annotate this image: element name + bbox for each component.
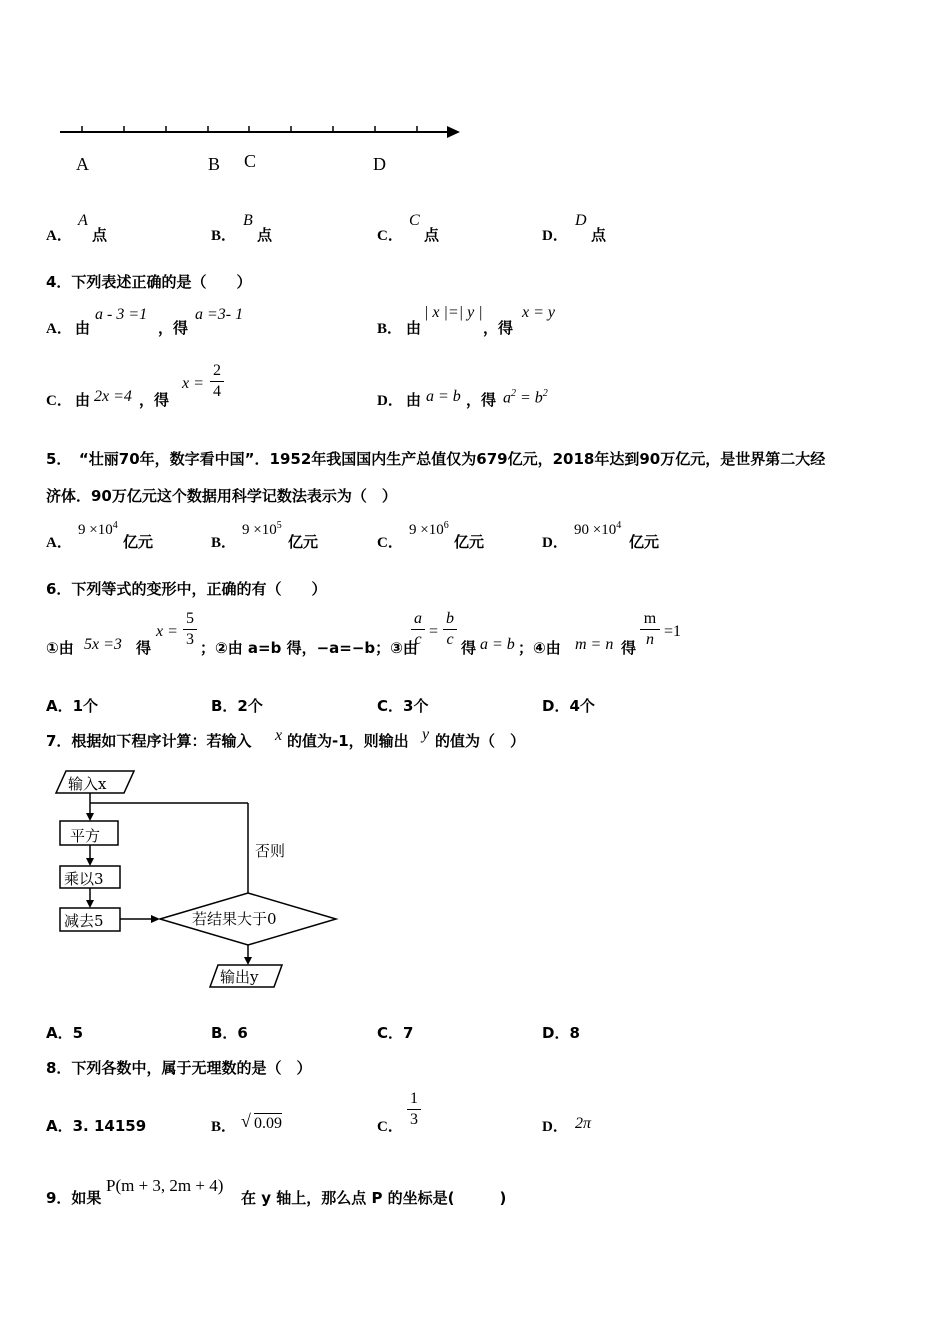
q6-eq: = [429, 623, 439, 640]
q8-b-value: 0.09 [254, 1115, 282, 1132]
q4-stem: 4．下列表述正确的是（ ） [46, 273, 252, 291]
q6-fraction-4 [640, 610, 660, 649]
q8-c-fraction [407, 1090, 421, 1129]
q3-option-b-suffix: 点 [257, 226, 273, 244]
q8-b-letter: B． [211, 1119, 237, 1135]
q6-p2: ；②由 a=b 得，−a=−b；③由 [200, 639, 418, 657]
q3-option-d-suffix: 点 [591, 226, 607, 244]
q6-option-a[interactable]: A．1个 [46, 697, 99, 715]
q4-d-a: a [503, 389, 511, 407]
flow-square-label: 平方 [70, 827, 101, 845]
q6-fraction-2 [411, 610, 425, 649]
flow-else-label: 否则 [255, 842, 286, 860]
q7-option-c[interactable]: C．7 [377, 1024, 414, 1042]
q5-a-exp: 4 [112, 520, 118, 531]
q6-option-c[interactable]: C．3个 [377, 697, 429, 715]
q5-a-unit: 亿元 [123, 533, 154, 551]
q7-option-b[interactable]: B．6 [211, 1024, 248, 1042]
q5-a-value [78, 520, 118, 539]
q4-d-mid: ，得 [466, 391, 497, 409]
number-line-label-c: C [244, 151, 257, 171]
q4-d-letter: D． [377, 393, 403, 409]
q5-d-letter: D． [542, 535, 568, 551]
q6-f3-den: c [446, 631, 454, 648]
fraction-bar [443, 629, 457, 630]
q6-f1-den: 3 [186, 631, 194, 648]
flow-times3-label: 乘以3 [64, 870, 104, 888]
q7-stem-pre: 7．根据如下程序计算：若输入 [46, 732, 252, 750]
fraction-bar [411, 629, 425, 630]
q7-option-d[interactable]: D．8 [542, 1024, 580, 1042]
q8-c-den: 3 [410, 1111, 418, 1128]
fraction-bar [183, 629, 197, 630]
q5-c-value [409, 520, 449, 539]
q6-option-d[interactable]: D．4个 [542, 697, 595, 715]
q6-d1: 得 [136, 639, 152, 657]
q6-e1: 5x =3 [84, 636, 122, 653]
q5-d-exp: 4 [616, 520, 622, 531]
flow-output-label: 输出y [220, 968, 259, 986]
q7-stem-post: 的值为（ ） [435, 732, 526, 750]
q6-fraction-1 [183, 610, 197, 649]
q3-option-d-var: D [575, 212, 587, 229]
q4-b-expr1: | x |=| y | [424, 304, 483, 321]
q6-e4: m = n [575, 636, 614, 653]
q8-d-value: 2π [575, 1115, 592, 1132]
q5-c-letter: C． [377, 535, 403, 551]
q4-c-fraction [210, 362, 224, 401]
q8-option-a[interactable]: A．3. 14159 [46, 1117, 147, 1135]
q8-c-num: 1 [410, 1090, 418, 1107]
q5-d-value [574, 520, 621, 539]
fraction-bar [407, 1109, 421, 1110]
q3-option-d-letter: D． [542, 228, 568, 244]
q6-fraction-3 [443, 610, 457, 649]
number-line-label-d: D [373, 154, 386, 174]
q5-c-base: 9 ×10 [409, 522, 444, 538]
q8-d-letter: D． [542, 1119, 568, 1135]
q3-option-b-var: B [243, 212, 253, 229]
q4-c-pre: 由 [75, 391, 91, 409]
q6-f2-den: c [414, 631, 422, 648]
q5-b-letter: B． [211, 535, 237, 551]
q4-c-letter: C． [46, 393, 72, 409]
q7-option-a[interactable]: A．5 [46, 1024, 84, 1042]
q7-var-y: y [422, 726, 430, 743]
q5-d-unit: 亿元 [629, 533, 660, 551]
q6-f2-num: a [414, 610, 422, 627]
q5-stem-line2: 济体．90万亿元这个数据用科学记数法表示为（ ） [46, 487, 397, 505]
q4-c-lhs: x = [182, 375, 204, 392]
q4-a-expr1: a - 3 =1 [95, 306, 148, 323]
flow-condition-label: 若结果大于0 [192, 910, 277, 928]
q4-c-mid: ，得 [139, 391, 170, 409]
number-line-label-a: A [76, 154, 89, 174]
q6-d3: 得 [461, 639, 477, 657]
q4-d-pre: 由 [406, 391, 422, 409]
q6-stem: 6．下列等式的变形中，正确的有（ ） [46, 580, 327, 598]
sqrt-icon: √ [241, 1111, 251, 1131]
q6-f1-num: 5 [186, 610, 194, 627]
q4-a-expr2: a =3- 1 [195, 306, 244, 323]
q8-stem: 8．下列各数中，属于无理数的是（ ） [46, 1059, 312, 1077]
q6-f3-num: b [446, 610, 454, 627]
q6-p4: ；④由 [518, 639, 561, 657]
q4-d-expr2 [503, 388, 548, 407]
q5-stem-line1: 5． “壮丽70年，数字看中国”．1952年我国国内生产总值仅为679亿元，2018年达到90万亿元，是世界第二大经 [46, 450, 826, 468]
q4-c-num: 2 [213, 362, 221, 379]
q3-option-b-letter: B． [211, 228, 237, 244]
number-line-label-b: B [208, 154, 221, 174]
q5-b-base: 9 ×10 [242, 522, 277, 538]
q7-stem-mid: 的值为-1，则输出 [287, 732, 409, 750]
q6-f1-lhs: x = [156, 623, 178, 640]
q8-c-letter: C． [377, 1119, 403, 1135]
number-line [55, 120, 475, 180]
q6-option-b[interactable]: B．2个 [211, 697, 263, 715]
flow-input-label: 输入x [68, 775, 107, 793]
q3-option-c-suffix: 点 [424, 226, 440, 244]
q6-f4-rhs: =1 [664, 623, 682, 640]
q9-pre: 9．如果 [46, 1189, 102, 1207]
q4-b-mid: ，得 [483, 319, 514, 337]
q5-c-unit: 亿元 [454, 533, 485, 551]
q3-option-a-letter: A． [46, 228, 72, 244]
q6-f4-num: m [643, 610, 657, 627]
q9-post: 在 y 轴上，那么点 P 的坐标是( ) [241, 1189, 507, 1207]
q4-d-expr1: a = b [426, 388, 461, 405]
q6-f4-den: n [646, 631, 654, 648]
q6-d4: 得 [621, 639, 637, 657]
q6-p1: ①由 [46, 639, 74, 657]
q3-option-a-suffix: 点 [92, 226, 108, 244]
q5-a-letter: A． [46, 535, 72, 551]
fraction-bar [640, 629, 660, 630]
q4-a-mid: ，得 [158, 319, 189, 337]
q7-var-x: x [275, 727, 283, 744]
q4-c-expr1: 2x =4 [94, 388, 132, 405]
q4-a-pre: 由 [75, 319, 91, 337]
flow-minus5-label: 减去5 [64, 912, 104, 930]
q4-b-letter: B． [377, 321, 403, 337]
q5-d-base: 90 ×10 [574, 522, 617, 538]
fraction-bar [210, 381, 224, 382]
q3-option-a-var: A [78, 212, 88, 229]
q5-a-base: 9 ×10 [78, 522, 113, 538]
q4-b-pre: 由 [406, 319, 422, 337]
q4-a-letter: A． [46, 321, 72, 337]
q9-point: P(m + 3, 2m + 4) [106, 1176, 224, 1195]
q3-option-c-var: C [409, 212, 420, 229]
q5-b-value [242, 520, 282, 539]
q4-d-b: = b [516, 389, 543, 407]
q5-c-exp: 6 [443, 520, 449, 531]
q6-e3: a = b [480, 636, 515, 653]
q4-c-den: 4 [213, 383, 221, 400]
q4-b-expr2: x = y [522, 304, 555, 321]
q4-d-exp: 2 [511, 388, 516, 399]
q5-b-unit: 亿元 [288, 533, 319, 551]
q4-d-exp2: 2 [542, 388, 548, 399]
q5-b-exp: 5 [276, 520, 282, 531]
q3-option-c-letter: C． [377, 228, 403, 244]
